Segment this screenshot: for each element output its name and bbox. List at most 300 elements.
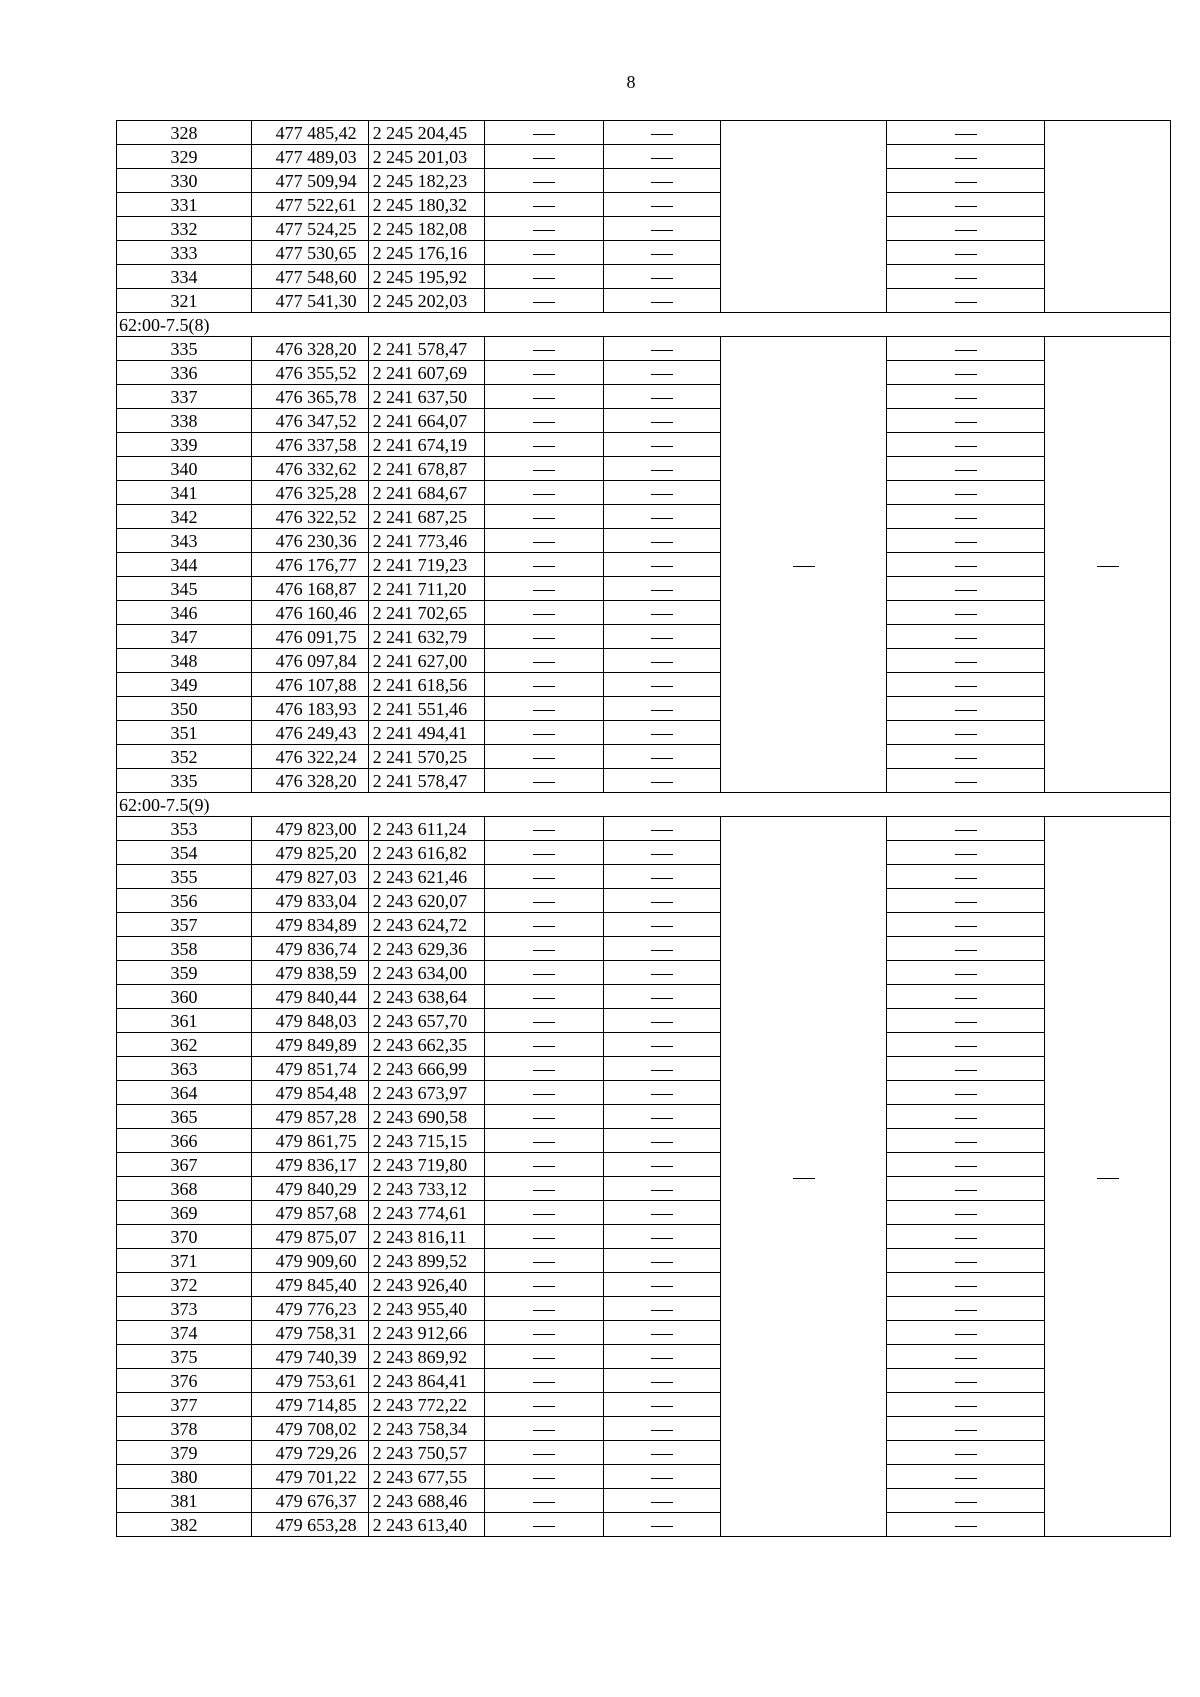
point-number-cell: 343 (117, 529, 252, 553)
dash-mark (651, 926, 673, 927)
dash-cell (485, 457, 604, 481)
y-coordinate-cell: 2 245 202,03 (368, 289, 485, 313)
dash-mark (955, 542, 977, 543)
point-number-cell: 374 (117, 1321, 252, 1345)
y-coordinate-cell: 2 241 687,25 (368, 505, 485, 529)
dash-mark (651, 614, 673, 615)
dash-mark (533, 662, 555, 663)
dash-mark (651, 494, 673, 495)
dash-cell (485, 1273, 604, 1297)
dash-mark (955, 830, 977, 831)
dash-mark (651, 518, 673, 519)
table-row (117, 985, 1171, 1009)
table-row (117, 745, 1171, 769)
dash-cell (485, 217, 604, 241)
dash-mark (955, 1214, 977, 1215)
dash-mark (955, 1166, 977, 1167)
dash-cell (887, 1441, 1045, 1465)
dash-mark (651, 1070, 673, 1071)
dash-mark (533, 1094, 555, 1095)
dash-mark (651, 1190, 673, 1191)
dash-mark (533, 1430, 555, 1431)
dash-mark (533, 470, 555, 471)
dash-cell (485, 745, 604, 769)
dash-mark (651, 278, 673, 279)
table-row (117, 1369, 1171, 1393)
dash-cell (485, 1249, 604, 1273)
dash-cell (485, 913, 604, 937)
y-coordinate-cell: 2 243 955,40 (368, 1297, 485, 1321)
dash-mark (955, 566, 977, 567)
table-row (117, 121, 1171, 145)
x-coordinate-cell: 479 838,59 (251, 961, 368, 985)
dash-cell (887, 361, 1045, 385)
x-coordinate-cell: 479 714,85 (251, 1393, 368, 1417)
table-row (117, 481, 1171, 505)
dash-mark (533, 854, 555, 855)
dash-mark (955, 1262, 977, 1263)
table-row (117, 529, 1171, 553)
dash-mark (533, 1502, 555, 1503)
dash-cell (887, 985, 1045, 1009)
dash-cell (604, 841, 721, 865)
dash-mark (955, 1238, 977, 1239)
dash-cell (485, 361, 604, 385)
dash-mark (651, 1478, 673, 1479)
x-coordinate-cell: 476 322,24 (251, 745, 368, 769)
dash-cell (485, 193, 604, 217)
section-title: 62:00-7.5(8) (117, 313, 1171, 337)
table-row (117, 769, 1171, 793)
dash-cell (604, 1369, 721, 1393)
x-coordinate-cell: 479 836,17 (251, 1153, 368, 1177)
dash-cell (604, 1057, 721, 1081)
dash-cell (887, 1081, 1045, 1105)
dash-mark (533, 206, 555, 207)
x-coordinate-cell: 476 183,93 (251, 697, 368, 721)
dash-cell (887, 913, 1045, 937)
y-coordinate-cell: 2 245 176,16 (368, 241, 485, 265)
dash-cell (485, 889, 604, 913)
point-number-cell: 330 (117, 169, 252, 193)
dash-mark (533, 950, 555, 951)
dash-cell (887, 289, 1045, 313)
x-coordinate-cell: 479 857,28 (251, 1105, 368, 1129)
dash-cell (604, 529, 721, 553)
dash-cell (485, 1393, 604, 1417)
dash-cell (485, 1033, 604, 1057)
dash-mark (533, 398, 555, 399)
y-coordinate-cell: 2 243 666,99 (368, 1057, 485, 1081)
dash-mark (955, 1406, 977, 1407)
dash-cell (604, 265, 721, 289)
point-number-cell: 367 (117, 1153, 252, 1177)
dash-cell (887, 1345, 1045, 1369)
dash-cell (485, 841, 604, 865)
table-row (117, 697, 1171, 721)
table-row (117, 721, 1171, 745)
dash-cell (604, 985, 721, 1009)
point-number-cell: 321 (117, 289, 252, 313)
table-row (117, 1393, 1171, 1417)
dash-mark (651, 134, 673, 135)
point-number-cell: 370 (117, 1225, 252, 1249)
dash-mark (955, 734, 977, 735)
dash-mark (651, 542, 673, 543)
dash-mark (955, 686, 977, 687)
point-number-cell: 350 (117, 697, 252, 721)
dash-mark (651, 1454, 673, 1455)
dash-mark (955, 254, 977, 255)
x-coordinate-cell: 477 530,65 (251, 241, 368, 265)
point-number-cell: 351 (117, 721, 252, 745)
point-number-cell: 341 (117, 481, 252, 505)
dash-cell (485, 649, 604, 673)
y-coordinate-cell: 2 243 899,52 (368, 1249, 485, 1273)
x-coordinate-cell: 479 854,48 (251, 1081, 368, 1105)
dash-cell (887, 121, 1045, 145)
table-row (117, 169, 1171, 193)
point-number-cell: 371 (117, 1249, 252, 1273)
y-coordinate-cell: 2 243 750,57 (368, 1441, 485, 1465)
point-number-cell: 352 (117, 745, 252, 769)
dash-cell (604, 385, 721, 409)
dash-cell (887, 1321, 1045, 1345)
dash-cell (604, 1081, 721, 1105)
dash-cell (887, 1465, 1045, 1489)
dash-cell (887, 1297, 1045, 1321)
y-coordinate-cell: 2 243 733,12 (368, 1177, 485, 1201)
x-coordinate-cell: 479 753,61 (251, 1369, 368, 1393)
dash-cell (887, 817, 1045, 841)
dash-mark (955, 422, 977, 423)
table-row (117, 337, 1171, 361)
y-coordinate-cell: 2 241 570,25 (368, 745, 485, 769)
point-number-cell: 332 (117, 217, 252, 241)
dash-mark (955, 518, 977, 519)
dash-mark (793, 1178, 815, 1179)
point-number-cell: 356 (117, 889, 252, 913)
dash-mark (651, 1334, 673, 1335)
dash-mark (651, 1262, 673, 1263)
dash-cell (887, 217, 1045, 241)
dash-mark (651, 686, 673, 687)
dash-cell (887, 937, 1045, 961)
dash-mark (955, 182, 977, 183)
dash-cell (604, 193, 721, 217)
x-coordinate-cell: 479 851,74 (251, 1057, 368, 1081)
point-number-cell: 372 (117, 1273, 252, 1297)
dash-cell (604, 1033, 721, 1057)
y-coordinate-cell: 2 241 494,41 (368, 721, 485, 745)
dash-mark (651, 158, 673, 159)
dash-mark (651, 230, 673, 231)
dash-cell (604, 1225, 721, 1249)
dash-mark (955, 1526, 977, 1527)
dash-mark (533, 1070, 555, 1071)
dash-cell (887, 145, 1045, 169)
dash-mark (955, 1454, 977, 1455)
dash-cell (604, 769, 721, 793)
dash-cell (485, 1105, 604, 1129)
dash-mark (955, 230, 977, 231)
table-row (117, 1009, 1171, 1033)
dash-cell (887, 1225, 1045, 1249)
x-coordinate-cell: 476 107,88 (251, 673, 368, 697)
point-number-cell: 340 (117, 457, 252, 481)
table-row (117, 1081, 1171, 1105)
dash-mark (955, 1070, 977, 1071)
dash-cell (604, 913, 721, 937)
dash-cell (604, 457, 721, 481)
dash-cell (485, 241, 604, 265)
dash-mark (533, 278, 555, 279)
dash-mark (955, 1190, 977, 1191)
dash-mark (651, 662, 673, 663)
merged-cell (1045, 337, 1171, 793)
dash-mark (955, 494, 977, 495)
dash-mark (955, 950, 977, 951)
merged-cell (720, 337, 886, 793)
x-coordinate-cell: 479 740,39 (251, 1345, 368, 1369)
table-row (117, 889, 1171, 913)
dash-mark (533, 1118, 555, 1119)
x-coordinate-cell: 476 168,87 (251, 577, 368, 601)
point-number-cell: 361 (117, 1009, 252, 1033)
point-number-cell: 381 (117, 1489, 252, 1513)
y-coordinate-cell: 2 241 664,07 (368, 409, 485, 433)
dash-mark (533, 758, 555, 759)
dash-cell (604, 745, 721, 769)
dash-mark (651, 878, 673, 879)
dash-mark (533, 1310, 555, 1311)
point-number-cell: 368 (117, 1177, 252, 1201)
y-coordinate-cell: 2 243 715,15 (368, 1129, 485, 1153)
point-number-cell: 336 (117, 361, 252, 385)
x-coordinate-cell: 479 836,74 (251, 937, 368, 961)
x-coordinate-cell: 477 485,42 (251, 121, 368, 145)
point-number-cell: 338 (117, 409, 252, 433)
merged-cell (720, 817, 886, 1537)
dash-cell (887, 385, 1045, 409)
y-coordinate-cell: 2 243 638,64 (368, 985, 485, 1009)
x-coordinate-cell: 477 522,61 (251, 193, 368, 217)
point-number-cell: 359 (117, 961, 252, 985)
table-row (117, 1489, 1171, 1513)
dash-cell (887, 1129, 1045, 1153)
table-row (117, 265, 1171, 289)
point-number-cell: 342 (117, 505, 252, 529)
x-coordinate-cell: 479 857,68 (251, 1201, 368, 1225)
dash-mark (651, 1526, 673, 1527)
table-row (117, 1249, 1171, 1273)
x-coordinate-cell: 479 825,20 (251, 841, 368, 865)
x-coordinate-cell: 476 249,43 (251, 721, 368, 745)
dash-mark (651, 566, 673, 567)
dash-mark (533, 182, 555, 183)
y-coordinate-cell: 2 241 773,46 (368, 529, 485, 553)
dash-cell (485, 289, 604, 313)
x-coordinate-cell: 479 701,22 (251, 1465, 368, 1489)
dash-mark (955, 854, 977, 855)
dash-mark (651, 1310, 673, 1311)
dash-cell (604, 577, 721, 601)
dash-mark (533, 1286, 555, 1287)
dash-mark (955, 590, 977, 591)
x-coordinate-cell: 479 823,00 (251, 817, 368, 841)
table-row (117, 1417, 1171, 1441)
dash-cell (887, 1177, 1045, 1201)
dash-mark (533, 566, 555, 567)
y-coordinate-cell: 2 243 758,34 (368, 1417, 485, 1441)
point-number-cell: 369 (117, 1201, 252, 1225)
x-coordinate-cell: 476 097,84 (251, 649, 368, 673)
point-number-cell: 331 (117, 193, 252, 217)
dash-mark (533, 830, 555, 831)
table-row (117, 1513, 1171, 1537)
dash-mark (955, 206, 977, 207)
dash-mark (793, 566, 815, 567)
point-number-cell: 337 (117, 385, 252, 409)
dash-cell (604, 337, 721, 361)
point-number-cell: 329 (117, 145, 252, 169)
dash-mark (533, 686, 555, 687)
point-number-cell: 364 (117, 1081, 252, 1105)
dash-mark (955, 1310, 977, 1311)
y-coordinate-cell: 2 243 816,11 (368, 1225, 485, 1249)
dash-mark (651, 782, 673, 783)
dash-mark (651, 470, 673, 471)
dash-cell (887, 169, 1045, 193)
dash-mark (955, 758, 977, 759)
dash-cell (887, 769, 1045, 793)
x-coordinate-cell: 477 509,94 (251, 169, 368, 193)
dash-cell (485, 865, 604, 889)
x-coordinate-cell: 476 325,28 (251, 481, 368, 505)
dash-mark (533, 518, 555, 519)
table-row (117, 1225, 1171, 1249)
dash-cell (887, 337, 1045, 361)
point-number-cell: 348 (117, 649, 252, 673)
dash-cell (485, 1513, 604, 1537)
point-number-cell: 379 (117, 1441, 252, 1465)
dash-cell (887, 1489, 1045, 1513)
dash-cell (604, 1297, 721, 1321)
dash-cell (604, 1465, 721, 1489)
dash-mark (651, 1430, 673, 1431)
dash-mark (533, 878, 555, 879)
y-coordinate-cell: 2 241 618,56 (368, 673, 485, 697)
point-number-cell: 353 (117, 817, 252, 841)
dash-cell (604, 601, 721, 625)
y-coordinate-cell: 2 243 926,40 (368, 1273, 485, 1297)
table-row (117, 1345, 1171, 1369)
dash-mark (651, 1382, 673, 1383)
dash-mark (955, 974, 977, 975)
dash-mark (533, 1334, 555, 1335)
y-coordinate-cell: 2 243 869,92 (368, 1345, 485, 1369)
dash-cell (604, 1345, 721, 1369)
dash-cell (604, 1249, 721, 1273)
dash-cell (604, 961, 721, 985)
dash-cell (485, 265, 604, 289)
dash-mark (533, 1382, 555, 1383)
dash-cell (604, 1177, 721, 1201)
y-coordinate-cell: 2 243 616,82 (368, 841, 485, 865)
point-number-cell: 363 (117, 1057, 252, 1081)
table-row (117, 817, 1171, 841)
table-row (117, 577, 1171, 601)
dash-cell (887, 1057, 1045, 1081)
dash-cell (604, 1105, 721, 1129)
y-coordinate-cell: 2 243 611,24 (368, 817, 485, 841)
dash-cell (604, 1441, 721, 1465)
dash-mark (651, 398, 673, 399)
dash-mark (651, 1502, 673, 1503)
x-coordinate-cell: 479 729,26 (251, 1441, 368, 1465)
dash-cell (485, 1369, 604, 1393)
y-coordinate-cell: 2 245 195,92 (368, 265, 485, 289)
dash-mark (651, 1142, 673, 1143)
y-coordinate-cell: 2 243 657,70 (368, 1009, 485, 1033)
dash-mark (533, 1526, 555, 1527)
table-row (117, 241, 1171, 265)
x-coordinate-cell: 479 849,89 (251, 1033, 368, 1057)
point-number-cell: 346 (117, 601, 252, 625)
point-number-cell: 333 (117, 241, 252, 265)
dash-mark (955, 782, 977, 783)
section-title: 62:00-7.5(9) (117, 793, 1171, 817)
dash-cell (485, 145, 604, 169)
dash-cell (485, 529, 604, 553)
dash-mark (651, 1406, 673, 1407)
dash-cell (604, 409, 721, 433)
y-coordinate-cell: 2 243 624,72 (368, 913, 485, 937)
table-row (117, 1321, 1171, 1345)
dash-mark (955, 662, 977, 663)
x-coordinate-cell: 479 875,07 (251, 1225, 368, 1249)
table-row (117, 841, 1171, 865)
dash-cell (485, 577, 604, 601)
dash-cell (604, 937, 721, 961)
dash-mark (651, 1094, 673, 1095)
dash-cell (485, 961, 604, 985)
table-row (117, 217, 1171, 241)
y-coordinate-cell: 2 243 613,40 (368, 1513, 485, 1537)
x-coordinate-cell: 479 909,60 (251, 1249, 368, 1273)
dash-cell (887, 1249, 1045, 1273)
y-coordinate-cell: 2 241 578,47 (368, 337, 485, 361)
point-number-cell: 328 (117, 121, 252, 145)
y-coordinate-cell: 2 241 551,46 (368, 697, 485, 721)
dash-mark (533, 782, 555, 783)
dash-mark (651, 758, 673, 759)
dash-mark (533, 1478, 555, 1479)
table-row (117, 289, 1171, 313)
dash-mark (955, 1478, 977, 1479)
table-row (117, 433, 1171, 457)
dash-cell (887, 1369, 1045, 1393)
dash-mark (955, 878, 977, 879)
dash-cell (604, 289, 721, 313)
x-coordinate-cell: 479 676,37 (251, 1489, 368, 1513)
x-coordinate-cell: 476 355,52 (251, 361, 368, 385)
table-row (117, 385, 1171, 409)
dash-cell (604, 217, 721, 241)
dash-mark (651, 902, 673, 903)
dash-mark (651, 854, 673, 855)
dash-cell (485, 169, 604, 193)
